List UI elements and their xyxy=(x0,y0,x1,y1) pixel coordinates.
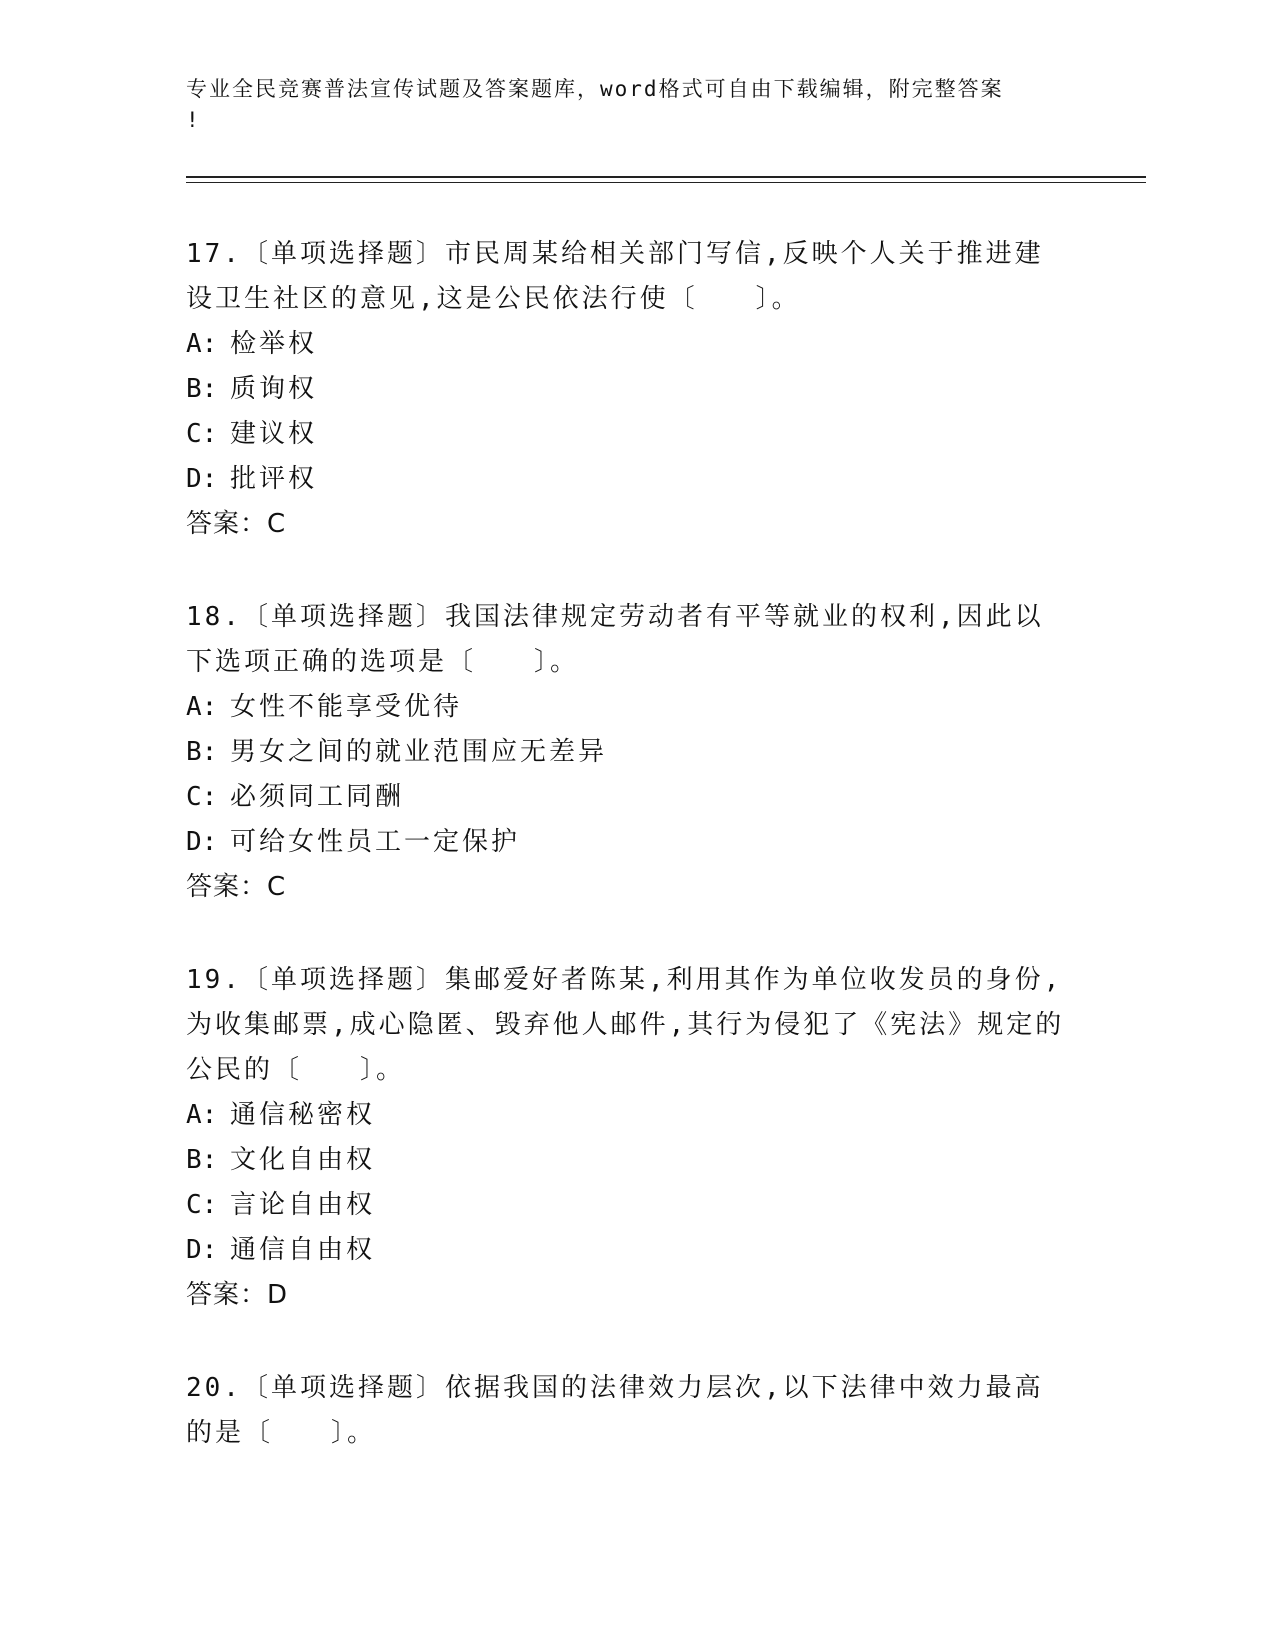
option-text: 批评权 xyxy=(230,464,318,494)
header-line-2: ! xyxy=(186,108,201,132)
option-d xyxy=(186,820,1066,865)
option-text: 通信秘密权 xyxy=(230,1100,376,1130)
option-text: 可给女性员工一定保护 xyxy=(230,827,521,857)
question-stem: 19.〔单项选择题〕集邮爱好者陈某,利用其作为单位收发员的身份,为收集邮票,成心隐匿、毁弃他人邮件,其行为侵犯了《宪法》规定的公民的〔 〕。 xyxy=(186,965,1065,1085)
option-key: B: xyxy=(186,374,218,404)
option-a xyxy=(186,322,1066,367)
option-b xyxy=(186,1138,1066,1183)
question-list xyxy=(186,232,1066,1504)
option-c xyxy=(186,412,1066,457)
option-c xyxy=(186,1183,1066,1228)
option-c xyxy=(186,775,1066,820)
option-key: A: xyxy=(186,329,218,359)
option-key: C: xyxy=(186,782,218,812)
option-key: B: xyxy=(186,1145,218,1175)
option-d xyxy=(186,457,1066,502)
question-stem: 18.〔单项选择题〕我国法律规定劳动者有平等就业的权利,因此以下选项正确的选项是〔 〕。 xyxy=(186,602,1044,677)
option-key: C: xyxy=(186,1190,218,1220)
option-text: 言论自由权 xyxy=(230,1190,376,1220)
answer-line: 答案：C xyxy=(186,509,287,539)
question-19 xyxy=(186,958,1066,1318)
answer-line: 答案：C xyxy=(186,872,287,902)
option-key: D: xyxy=(186,827,218,857)
option-key: D: xyxy=(186,464,218,494)
option-text: 通信自由权 xyxy=(230,1235,376,1265)
option-a xyxy=(186,1093,1066,1138)
option-b xyxy=(186,730,1066,775)
question-stem: 20.〔单项选择题〕依据我国的法律效力层次,以下法律中效力最高的是〔 〕。 xyxy=(186,1373,1044,1448)
option-text: 质询权 xyxy=(230,374,318,404)
option-text: 文化自由权 xyxy=(230,1145,376,1175)
option-a xyxy=(186,685,1066,730)
option-text: 男女之间的就业范围应无差异 xyxy=(230,737,608,767)
question-17 xyxy=(186,232,1066,547)
option-text: 建议权 xyxy=(230,419,318,449)
answer-line: 答案：D xyxy=(186,1280,289,1310)
document-header xyxy=(186,74,1066,136)
option-text: 必须同工同酬 xyxy=(230,782,405,812)
option-d xyxy=(186,1228,1066,1273)
option-key: B: xyxy=(186,737,218,767)
option-key: C: xyxy=(186,419,218,449)
option-key: D: xyxy=(186,1235,218,1265)
option-text: 女性不能享受优待 xyxy=(230,692,463,722)
option-text: 检举权 xyxy=(230,329,318,359)
header-line-1: 专业全民竞赛普法宣传试题及答案题库，word格式可自由下载编辑，附完整答案 xyxy=(186,77,1004,101)
question-20 xyxy=(186,1366,1066,1456)
question-18 xyxy=(186,595,1066,910)
option-key: A: xyxy=(186,1100,218,1130)
question-stem: 17.〔单项选择题〕市民周某给相关部门写信,反映个人关于推进建设卫生社区的意见,这是公民依法行使〔 〕。 xyxy=(186,239,1044,314)
header-rule-thin xyxy=(186,182,1146,183)
option-key: A: xyxy=(186,692,218,722)
option-b xyxy=(186,367,1066,412)
header-rule-thick xyxy=(186,176,1146,178)
